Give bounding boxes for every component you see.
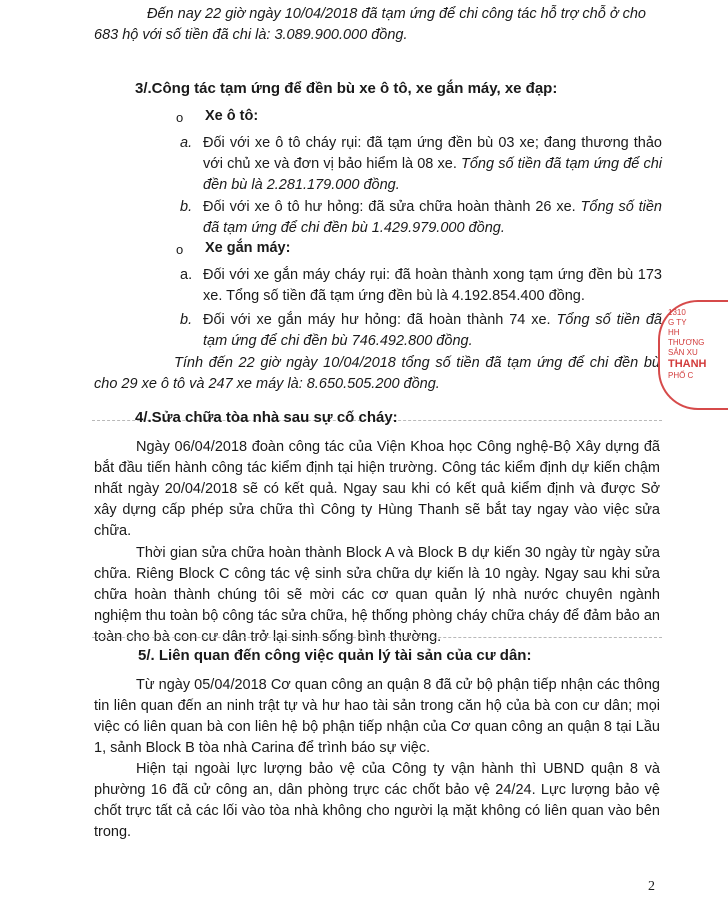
bullet-icon: o xyxy=(176,110,184,125)
motorbike-a-label: a. xyxy=(180,267,193,283)
car-title: Xe ô tô: xyxy=(205,108,259,124)
motorbike-title: Xe gắn máy: xyxy=(205,240,291,256)
section-4-paragraph-2: Thời gian sửa chữa hoàn thành Block A và Block B dự kiến 30 ngày từ ngày sửa chữa. Riêng Block C công tác vệ sinh sửa chữa dự kiến là 10 ngày. Ngay sau khi sửa chữa hoàn thành chúng tôi sẽ mời các cơ quan quản lý nhà nước chuyên ngành nghiệm thu toàn bộ công tác sửa chữa, hệ thống phòng cháy chữa cháy để đảm bảo an toàn cho bà con cư dân trở lại sinh sống bình thường. xyxy=(94,545,660,645)
motorbike-b-text xyxy=(203,310,662,352)
car-a-text xyxy=(203,133,662,196)
motorbike-b-plain: Đối với xe gắn máy hư hỏng: đã hoàn thành 74 xe. xyxy=(203,312,557,328)
car-b-label: b. xyxy=(180,199,193,215)
car-b-plain: Đối với xe ô tô hư hỏng: đã sửa chữa hoàn thành 26 xe. xyxy=(203,199,581,215)
stamp-bottom: PHỐ C xyxy=(668,371,694,380)
divider-line xyxy=(92,637,662,638)
section-4-heading: 4/.Sửa chữa tòa nhà sau sự cố cháy: xyxy=(135,409,398,426)
section-5-paragraph-1: Từ ngày 05/04/2018 Cơ quan công an quận 8 đã cử bộ phận tiếp nhận các thông tin liên quan đến an ninh trật tự và hư hao tài sản trong căn hộ của bà con cư dân; mọi việc có liên quan bà con liên hệ bộ phận tiếp nhận của Cơ quan công an quận 8 tại Lầu 1, sảnh Block B tòa nhà Carina để trình báo sự việc. xyxy=(94,677,660,756)
car-b-total: Tổng số tiền đã tạm ứng để chi đền bù 1.429.979.000 đồng. xyxy=(203,199,662,236)
motorbike-b-label: b. xyxy=(180,312,193,328)
intro-line-1: Đến nay 22 giờ ngày 10/04/2018 đã tạm ứng để chi công tác hỗ trợ chỗ ở cho xyxy=(147,6,646,22)
car-a-label: a. xyxy=(180,135,193,151)
motorbike-a-text: Đối với xe gắn máy cháy rụi: đã hoàn thành xong tạm ứng đền bù 173 xe. Tổng số tiền đã tạm ứng đền bù là 4.192.854.400 đồng. xyxy=(203,267,662,304)
stamp-line: HH xyxy=(668,328,680,337)
section-5-paragraph-2: Hiện tại ngoài lực lượng bảo vệ của Công ty vận hành thì UBND quận 8 và phường 16 đã cử công an, dân phòng trực các chốt bảo vệ 24/24. Lực lượng bảo vệ chốt trực tất cả các lối vào tòa nhà không cho người lạ mặt không có liên quan vào bên trong. xyxy=(94,761,660,840)
stamp-line: SẢN XU xyxy=(668,348,698,357)
section-3-heading: 3/.Công tác tạm ứng để đền bù xe ô tô, xe gắn máy, xe đạp: xyxy=(135,80,558,97)
section-4-paragraph-1: Ngày 06/04/2018 đoàn công tác của Viện Khoa học Công nghệ-Bộ Xây dựng đã bắt đầu tiến hành công tác kiểm định tại hiện trường. Công tác kiểm định dự kiến chậm nhất ngày 20/04/2018 sẽ có kết quả. Ngay sau khi có kết quả kiểm định và được Sở xây dựng cấp phép sửa chữa thì Công ty Hùng Thanh sẽ bắt tay ngay vào việc sửa chữa. xyxy=(94,439,660,539)
stamp-line: THƯƠNG xyxy=(668,338,705,347)
car-a-total: Tổng số tiền đã tạm ứng để chi đền bù là 2.281.179.000 đồng. xyxy=(203,156,662,193)
section-5-heading: 5/. Liên quan đến công việc quản lý tài sản của cư dân: xyxy=(138,647,532,664)
section-3-summary: Tính đến 22 giờ ngày 10/04/2018 tổng số tiền đã tạm ứng để chi đền bù cho 29 xe ô tô và 247 xe máy là: 8.650.505.200 đồng. xyxy=(94,355,660,392)
stamp-name: THANH xyxy=(668,358,707,370)
company-stamp xyxy=(658,300,728,410)
page-number: 2 xyxy=(648,879,655,894)
car-b-text xyxy=(203,197,662,239)
intro-line-2: 683 hộ với số tiền đã chi là: 3.089.900.000 đồng. xyxy=(94,27,408,43)
motorbike-b-total: Tổng số tiền đã tạm ứng để chi đền bù 746.492.800 đồng. xyxy=(203,312,662,349)
stamp-line: 1310 xyxy=(668,308,686,317)
car-a-plain: Đối với xe ô tô cháy rụi: đã tạm ứng đền bù 03 xe; đang thương thảo với chủ xe và đơn vị bảo hiểm là 08 xe. xyxy=(203,135,662,172)
stamp-line: G TY xyxy=(668,318,687,327)
bullet-icon: o xyxy=(176,242,184,257)
